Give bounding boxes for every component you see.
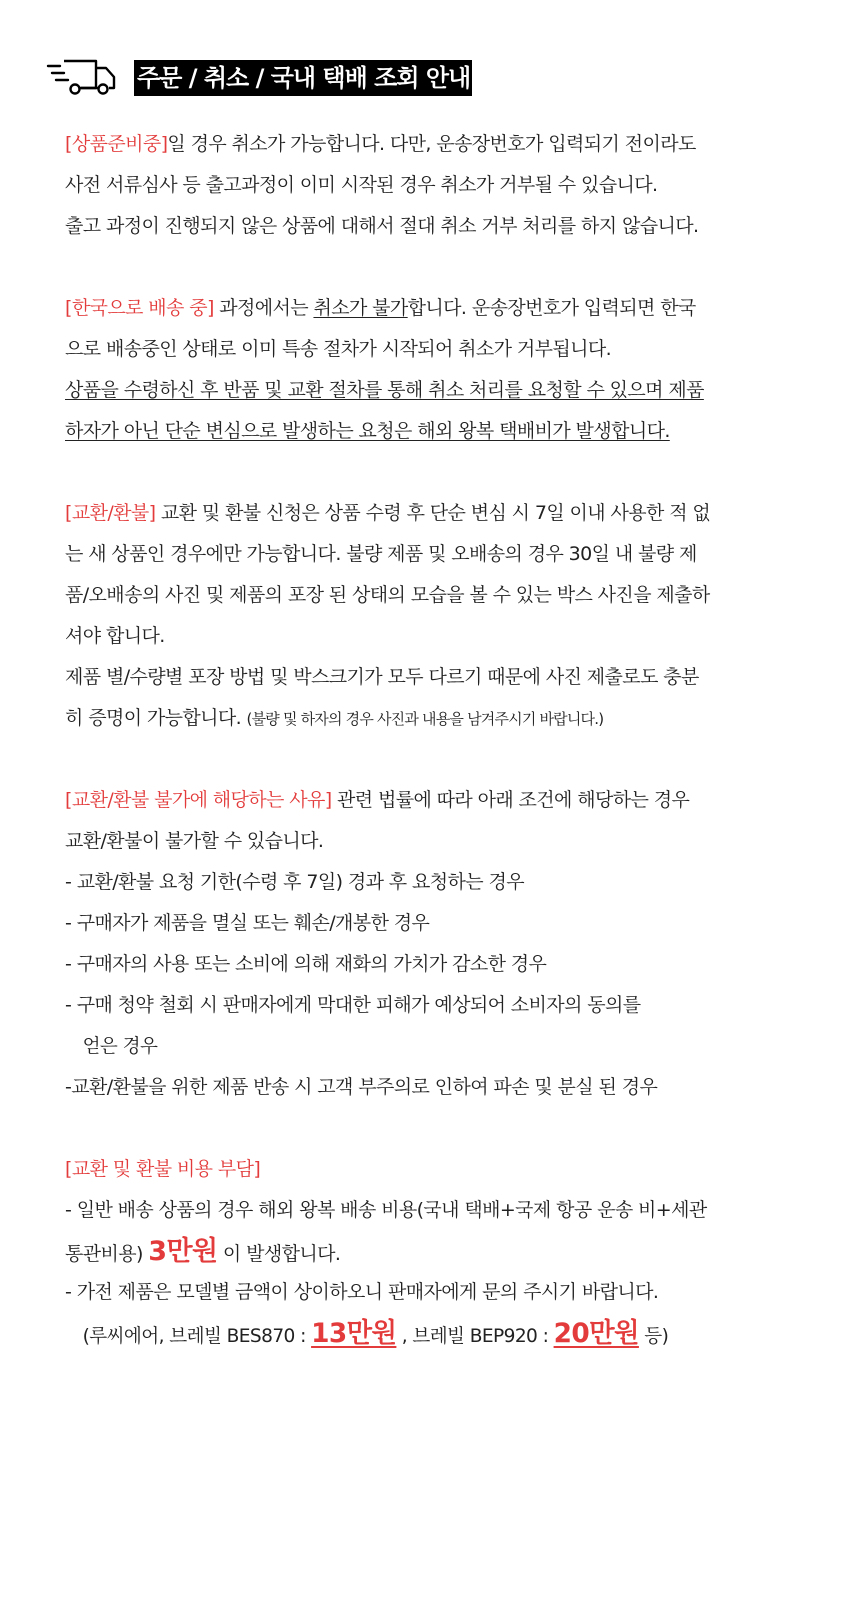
page-title: 주문 / 취소 / 국내 택배 조회 안내 [134,60,472,96]
shipping-tag: [한국으로 배송 중] [65,297,214,319]
shipping-line-3: 상품을 수령하신 후 반품 및 교환 절차를 통해 취소 처리를 요청할 수 있으며 제품 [65,379,704,401]
exchange-line-2: 는 새 상품인 경우에만 가능합니다. 불량 제품 및 오배송의 경우 30일 내 불량 제 [65,543,697,565]
shipping-text-1a: 과정에서는 [213,297,314,319]
notice-content [65,124,835,1354]
no-exchange-text-1: 관련 법률에 따라 아래 조건에 해당하는 경우 [331,789,690,811]
list-item: - 구매 청약 철회 시 판매자에게 막대한 피해가 예상되어 소비자의 동의를 [65,994,641,1016]
exchange-line-3: 품/오배송의 사진 및 제품의 포장 된 상태의 모습을 볼 수 있는 박스 사진을 제출하 [65,584,710,606]
exchange-text-1: 교환 및 환불 신청은 상품 수령 후 단순 변심 시 7일 이내 사용한 적 없 [155,502,711,524]
cost-tag: [교환 및 환불 비용 부담] [65,1158,261,1180]
cancel-prep-line-1 [65,124,835,165]
shipping-text-1b: 합니다. 운송장번호가 입력되면 한국 [407,297,696,319]
cancel-prep-tag: [상품준비중] [65,133,168,155]
exchange-text-6: 히 증명이 가능합니다. [65,707,247,729]
cost-text-2b: 이 발생합니다. [217,1243,341,1265]
cost-line-1: - 일반 배송 상품의 경우 해외 왕복 배송 비용(국내 택배+국제 항공 운송 비+세관 [65,1199,707,1221]
cost-line-2 [65,1231,835,1272]
cancel-prep-text-1: 일 경우 취소가 가능합니다. 다만, 운송장번호가 입력되기 전이라도 [167,133,696,155]
cost-line-4 [65,1313,817,1354]
list-item: -교환/환불을 위한 제품 반송 시 고객 부주의로 인하여 파손 및 분실 된 경우 [65,1076,658,1098]
cost-line-3: - 가전 제품은 모델별 금액이 상이하오니 판매자에게 문의 주시기 바랍니다. [65,1281,659,1303]
shipping-line-1 [65,288,835,329]
cost-text-4b: , 브레빌 BEP920 : [396,1325,554,1347]
general-shipping-price: 3만원 [148,1236,218,1267]
exchange-line-6 [65,698,835,739]
bes870-price: 13만원 [311,1318,397,1349]
no-exchange-line-2: 교환/환불이 불가할 수 있습니다. [65,830,324,852]
list-item: - 구매자가 제품을 멸실 또는 훼손/개봉한 경우 [65,912,430,934]
list-item: - 교환/환불 요청 기한(수령 후 7일) 경과 후 요청하는 경우 [65,871,524,893]
exchange-tag: [교환/환불] [65,502,156,524]
cancel-prep-line-2: 사전 서류심사 등 출고과정이 이미 시작된 경우 취소가 거부될 수 있습니다. [65,174,658,196]
delivery-truck-icon [46,58,118,96]
exchange-line-1 [65,493,835,534]
exchange-note: (불량 및 하자의 경우 사진과 내용을 남겨주시기 바랍니다.) [246,710,604,728]
shipping-line-2: 으로 배송중인 상태로 이미 특송 절차가 시작되어 취소가 거부됩니다. [65,338,612,360]
shipping-text-1u: 취소가 불가 [313,297,408,319]
exchange-line-5: 제품 별/수량별 포장 방법 및 박스크기가 모두 다르기 때문에 사진 제출로도 충분 [65,666,699,688]
cost-text-2a: 통관비용) [65,1243,149,1265]
bep920-price: 20만원 [553,1318,639,1349]
list-item: 얻은 경우 [82,1035,158,1057]
cost-text-4c: 등) [638,1325,669,1347]
list-item: - 구매자의 사용 또는 소비에 의해 재화의 가치가 감소한 경우 [65,953,547,975]
cancel-prep-line-3: 출고 과정이 진행되지 않은 상품에 대해서 절대 취소 거부 처리를 하지 않습니다. [65,215,699,237]
no-exchange-line-1 [65,780,835,821]
no-exchange-tag: [교환/환불 불가에 해당하는 사유] [65,789,332,811]
shipping-line-4: 하자가 아닌 단순 변심으로 발생하는 요청은 해외 왕복 택배비가 발생합니다. [65,420,670,442]
cost-text-4a: (루씨에어, 브레빌 BES870 : [82,1325,312,1347]
exchange-line-4: 셔야 합니다. [65,625,165,647]
